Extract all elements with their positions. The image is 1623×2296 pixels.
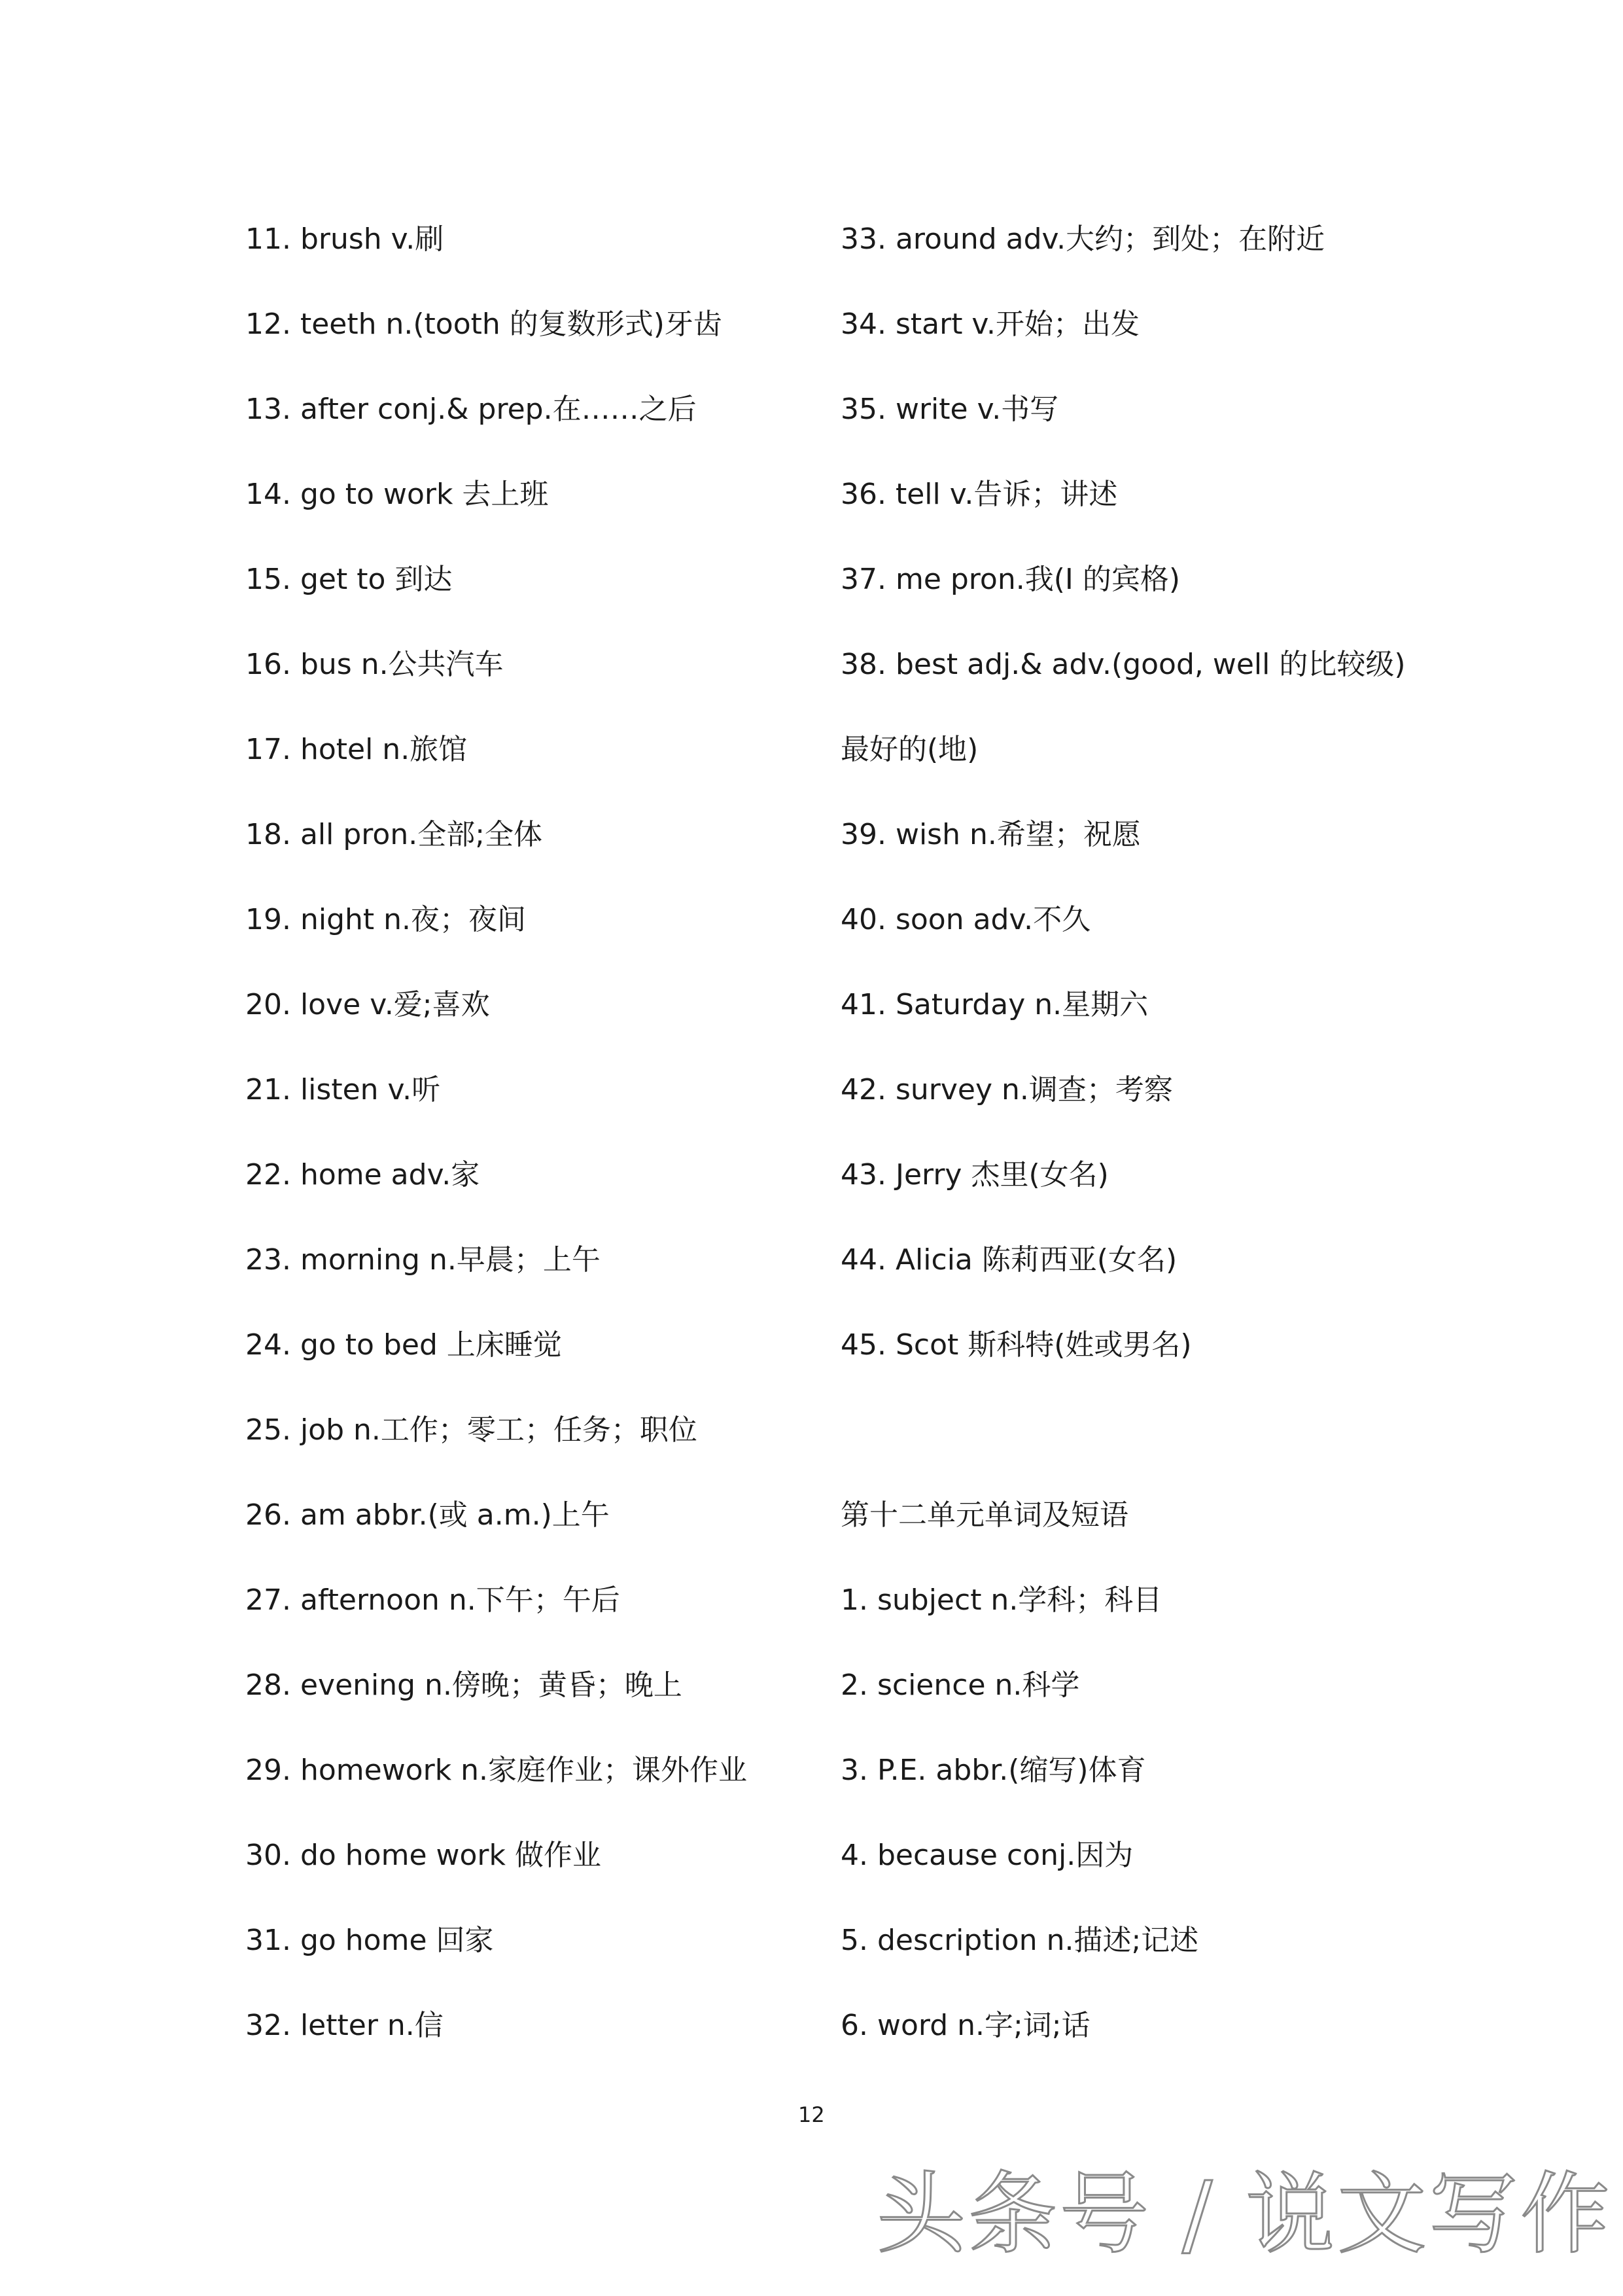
vocab-entry: 20. love v.爱;喜欢 xyxy=(245,988,490,1021)
vocab-entry: 39. wish n.希望；祝愿 xyxy=(841,818,1141,851)
vocab-entry: 37. me pron.我(I 的宾格) xyxy=(841,563,1181,596)
vocab-entry: 14. go to work 去上班 xyxy=(245,478,549,511)
vocab-entry: 24. go to bed 上床睡觉 xyxy=(245,1328,562,1362)
vocab-entry: 35. write v.书写 xyxy=(841,393,1059,426)
vocab-entry-continuation: 最好的(地) xyxy=(841,733,979,766)
vocab-entry: 33. around adv.大约；到处；在附近 xyxy=(841,222,1325,256)
vocab-entry: 6. word n.字;词;话 xyxy=(841,2009,1091,2042)
vocab-entry: 17. hotel n.旅馆 xyxy=(245,733,468,766)
vocab-entry: 32. letter n.信 xyxy=(245,2009,444,2042)
vocab-entry: 11. brush v.刷 xyxy=(245,222,444,256)
vocab-entry: 34. start v.开始；出发 xyxy=(841,308,1140,341)
vocab-entry: 40. soon adv.不久 xyxy=(841,903,1091,936)
vocab-entry: 16. bus n.公共汽车 xyxy=(245,648,504,681)
vocab-entry: 43. Jerry 杰里(女名) xyxy=(841,1158,1109,1192)
vocab-entry: 44. Alicia 陈莉西亚(女名) xyxy=(841,1243,1178,1277)
vocab-entry: 3. P.E. abbr.(缩写)体育 xyxy=(841,1754,1146,1787)
vocab-entry: 36. tell v.告诉；讲述 xyxy=(841,478,1118,511)
vocab-entry: 31. go home 回家 xyxy=(245,1924,494,1957)
vocab-entry: 45. Scot 斯科特(姓或男名) xyxy=(841,1328,1192,1362)
vocab-entry: 28. evening n.傍晚；黄昏；晚上 xyxy=(245,1669,682,1702)
vocab-entry: 38. best adj.& adv.(good, well 的比较级) xyxy=(841,648,1406,681)
watermark: 头条号 / 说文写作 xyxy=(877,2163,1613,2267)
vocab-entry: 1. subject n.学科；科目 xyxy=(841,1583,1162,1617)
vocab-entry: 2. science n.科学 xyxy=(841,1669,1080,1702)
vocab-entry: 12. teeth n.(tooth 的复数形式)牙齿 xyxy=(245,308,722,341)
vocab-entry: 23. morning n.早晨；上午 xyxy=(245,1243,601,1277)
vocab-entry: 5. description n.描述;记述 xyxy=(841,1924,1199,1957)
vocab-entry: 4. because conj.因为 xyxy=(841,1839,1134,1872)
vocab-entry: 25. job n.工作；零工；任务；职位 xyxy=(245,1413,697,1447)
vocab-entry: 18. all pron.全部;全体 xyxy=(245,818,543,851)
vocab-entry: 29. homework n.家庭作业；课外作业 xyxy=(245,1754,748,1787)
vocab-entry: 15. get to 到达 xyxy=(245,563,453,596)
vocab-entry: 41. Saturday n.星期六 xyxy=(841,988,1149,1021)
vocab-entry: 22. home adv.家 xyxy=(245,1158,480,1192)
vocab-entry: 27. afternoon n.下午；午后 xyxy=(245,1583,620,1617)
vocab-entry: 30. do home work 做作业 xyxy=(245,1839,601,1872)
vocab-entry: 13. after conj.& prep.在……之后 xyxy=(245,393,697,426)
page-number: 12 xyxy=(798,2102,825,2127)
section-heading: 第十二单元单词及短语 xyxy=(841,1498,1128,1532)
vocab-entry: 42. survey n.调查；考察 xyxy=(841,1073,1173,1106)
vocab-entry: 21. listen v.听 xyxy=(245,1073,441,1106)
vocab-entry: 26. am abbr.(或 a.m.)上午 xyxy=(245,1498,610,1532)
vocab-entry: 19. night n.夜；夜间 xyxy=(245,903,526,936)
